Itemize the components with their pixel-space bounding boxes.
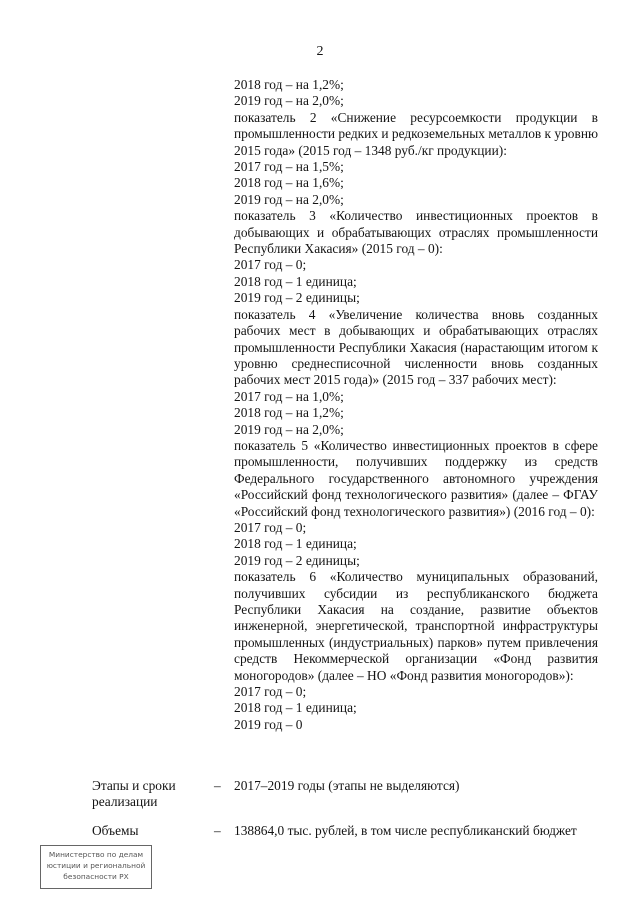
indicator-line: 2019 год – 2 единицы; [234, 552, 360, 568]
indicator-line: 2017 год – 0; [234, 684, 307, 700]
indicator-line: 2018 год – на 1,2%; [234, 77, 344, 92]
ministry-stamp [40, 845, 152, 889]
stages-label: Этапы и сроки реализации [92, 778, 176, 810]
indicator-line: 2018 год – 1 единица; [234, 273, 357, 289]
stamp-line: юстиции и региональной [46, 861, 146, 870]
indicator-line: 2018 год – 1 единица; [234, 536, 357, 552]
indicator-line: 2019 год – на 2,0%; [234, 421, 344, 437]
volumes-label: Объемы [92, 823, 139, 838]
indicator-line: 2018 год – 1 единица; [234, 700, 357, 716]
stamp-line: безопасности РХ [63, 872, 129, 881]
indicator-line: 2018 год – на 1,6%; [234, 175, 344, 191]
indicator-line: 2017 год – на 1,5%; [234, 159, 344, 175]
indicator-line: 2019 год – на 2,0%; [234, 93, 344, 109]
indicator-line: 2018 год – на 1,2%; [234, 405, 344, 421]
indicators-block [234, 77, 598, 733]
indicator-line: 2019 год – на 2,0%; [234, 191, 344, 207]
volumes-value: 138864,0 тыс. рублей, в том числе республиканский бюджет [234, 823, 577, 838]
stages-value: 2017–2019 годы (этапы не выделяются) [234, 778, 460, 793]
indicator-paragraph: показатель 4 «Увеличение количества вновь созданных рабочих мест в добывающих и обрабатывающих отраслях промышленности Республики Хакасия (нарастающим итогом к уровню среднесписочной численности вновь созданных рабочих мест 2015 года)» (2015 год – 337 рабочих мест): [234, 306, 598, 388]
indicator-paragraph: показатель 2 «Снижение ресурсоемкости продукции в промышленности редких и редкоземельных металлов к уровню 2015 года» (2015 год – 1348 руб./кг продукции): [234, 109, 598, 158]
indicator-paragraph: показатель 6 «Количество муниципальных образований, получивших субсидии из республиканского бюджета Республики Хакасия на создание, развитие объектов инженерной, энергетической, транспортной инфраструктуры промышленных (индустриальных) парков» путем привлечения средств Некоммерческой организации «Фонд развития моногородов» (далее – НО «Фонд развития моногородов»): [234, 569, 598, 683]
indicator-line: 2017 год – 0; [234, 519, 307, 535]
stamp-line: Министерство по делам [48, 850, 144, 859]
page-number: 2 [316, 44, 324, 59]
indicator-line: 2019 год – 2 единицы; [234, 290, 360, 306]
indicator-paragraph: показатель 5 «Количество инвестиционных проектов в сфере промышленности, получивших поддержку из средств Федерального государственного автономного учреждения «Российский фонд технологического развития» (далее – ФГАУ «Российский фонд технологического развития») (2016 год – 0): [234, 437, 598, 519]
indicator-paragraph: показатель 3 «Количество инвестиционных проектов в добывающих и обрабатывающих отраслях промышленности Республики Хакасия» (2015 год – 0): [234, 208, 598, 257]
indicator-line: 2017 год – 0; [234, 257, 307, 273]
stages-dash: – [214, 778, 221, 793]
volumes-dash: – [214, 823, 221, 838]
indicator-line: 2017 год – на 1,0%; [234, 388, 344, 404]
indicator-line: 2019 год – 0 [234, 716, 303, 732]
